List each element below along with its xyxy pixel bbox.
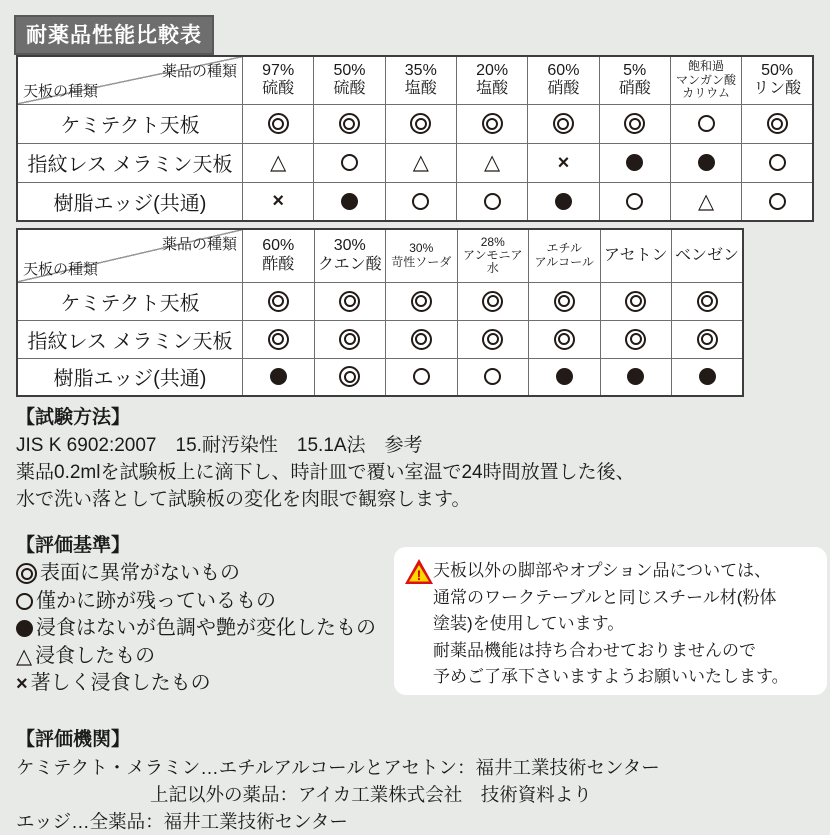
result-cell [457, 320, 529, 358]
result-cell [529, 282, 601, 320]
symbol-filled-circle [627, 368, 644, 385]
symbol-double-circle [554, 291, 575, 312]
symbol-circle [769, 193, 786, 210]
symbol-double-circle [339, 329, 360, 350]
symbol-double-circle [410, 113, 431, 134]
result-cell [672, 358, 744, 396]
table-row [17, 182, 813, 221]
corner-cell [17, 56, 243, 104]
row-label: 樹脂エッジ(共通) [17, 358, 243, 396]
result-cell [385, 104, 456, 143]
symbol-triangle: △ [697, 189, 715, 213]
table-row [17, 282, 743, 320]
result-cell [243, 182, 314, 221]
criteria-item [16, 588, 376, 616]
result-cell [600, 320, 672, 358]
symbol-filled-circle [270, 368, 287, 385]
symbol-double-circle [767, 113, 788, 134]
criteria-item [16, 643, 376, 671]
column-header-line: 28% [480, 234, 505, 249]
column-header-line: 30% [409, 241, 434, 256]
chemical-resistance-table-acids [16, 55, 814, 222]
organizations-section [16, 726, 660, 835]
symbol-double-circle [339, 113, 360, 134]
column-header [742, 56, 813, 104]
result-cell [529, 358, 601, 396]
result-cell [670, 104, 741, 143]
row-label: ケミテクト天板 [17, 104, 243, 143]
symbol-double-circle [554, 329, 575, 350]
result-cell [600, 358, 672, 396]
symbol-circle [484, 368, 501, 385]
corner-label-top-type: 天板の種類 [23, 82, 99, 100]
symbol-cross: × [16, 672, 28, 695]
symbol-filled-circle [698, 154, 715, 171]
column-header [529, 229, 601, 282]
result-cell [742, 182, 813, 221]
result-cell [386, 358, 458, 396]
column-header-line: 水 [486, 261, 499, 276]
organizations-heading: 【評価機関】 [16, 729, 131, 750]
symbol-circle [626, 193, 643, 210]
test-method-text [16, 432, 635, 513]
symbol-double-circle [625, 291, 646, 312]
symbol-double-circle [268, 291, 289, 312]
column-header-line: リン酸 [753, 80, 802, 98]
column-header-line: 硫酸 [262, 80, 295, 98]
criteria-text: 僅かに跡が残っているもの [36, 589, 276, 612]
result-cell [314, 143, 385, 182]
result-cell [314, 182, 385, 221]
column-header-line: アンモニア [462, 248, 523, 263]
symbol-double-circle [339, 291, 360, 312]
symbol-filled-circle [555, 193, 572, 210]
table-header-row [17, 56, 813, 104]
symbol-double-circle [624, 113, 645, 134]
notice-line: 通常のワークテーブルと同じスチール材(粉体 [433, 587, 777, 607]
result-cell [243, 143, 314, 182]
symbol-triangle: △ [412, 151, 429, 174]
column-header-line: 塩酸 [476, 80, 509, 98]
row-label: 指紋レス メラミン天板 [17, 320, 243, 358]
notice-line: 予めご了承下さいますようお願いいたします。 [433, 667, 789, 686]
symbol-double-circle [16, 563, 37, 584]
row-label: ケミテクト天板 [17, 282, 243, 320]
column-header-line: 30% [333, 237, 366, 255]
result-cell [672, 320, 744, 358]
result-cell [243, 282, 315, 320]
notice-line: 天板以外の脚部やオプション品については、 [433, 561, 772, 580]
organization-line: 上記以外の薬品：アイカ工業株式会社 技術資料より [150, 784, 592, 805]
symbol-double-circle [411, 329, 432, 350]
chemical-resistance-table-solvents [16, 228, 744, 397]
column-header-line: カリウム [682, 85, 730, 100]
criteria-item [16, 615, 376, 643]
result-cell [243, 320, 315, 358]
notice-text [433, 558, 819, 691]
column-header-line: エチル [546, 241, 582, 256]
symbol-double-circle [697, 291, 718, 312]
corner-label-chemical-type: 薬品の種類 [161, 63, 237, 80]
column-header [385, 56, 456, 104]
result-cell [386, 320, 458, 358]
result-cell [599, 182, 670, 221]
result-cell [599, 143, 670, 182]
column-header [456, 56, 527, 104]
result-cell [670, 143, 741, 182]
column-header-line: アセトン [603, 246, 668, 264]
test-method-line: 水で洗い落として試験板の変化を肉眼で観察します。 [16, 489, 471, 510]
column-header-line: 50% [761, 61, 794, 79]
criteria-list [16, 560, 376, 698]
symbol-filled-circle [556, 368, 573, 385]
result-cell [599, 104, 670, 143]
result-cell [672, 282, 744, 320]
column-header [672, 229, 744, 282]
test-method-line: JIS K 6902:2007 15.耐汚染性 15.1A法 参考 [16, 435, 423, 456]
criteria-text: 表面に異常がないもの [40, 562, 240, 584]
symbol-triangle: △ [484, 151, 501, 174]
column-header-line: 35% [404, 61, 437, 79]
table-row [17, 104, 813, 143]
symbol-filled-circle [626, 154, 643, 171]
result-cell [456, 104, 527, 143]
notice-line: 塗装)を使用しています。 [433, 614, 625, 633]
result-cell [742, 104, 813, 143]
row-label: 指紋レス メラミン天板 [17, 143, 243, 182]
criteria-heading: 【評価基準】 [16, 535, 131, 556]
result-cell [385, 182, 456, 221]
symbol-cross: × [557, 151, 570, 174]
column-header-line: 5% [623, 61, 647, 79]
symbol-circle [484, 193, 501, 210]
symbol-filled-circle [699, 368, 716, 385]
criteria-text: 浸食したもの [35, 644, 156, 667]
row-label: 樹脂エッジ(共通) [17, 182, 243, 221]
result-cell [457, 282, 529, 320]
test-method-line: 薬品0.2mlを試験板上に滴下し、時計皿で覆い室温で24時間放置した後、 [16, 462, 635, 483]
symbol-circle [769, 154, 786, 171]
symbol-filled-circle [16, 620, 33, 637]
result-cell [528, 104, 599, 143]
column-header-line: 飽和過 [688, 59, 725, 74]
column-header-line: 60% [547, 61, 580, 79]
result-cell [456, 182, 527, 221]
symbol-double-circle [268, 329, 289, 350]
result-cell [314, 358, 386, 396]
column-header [314, 56, 385, 104]
column-header-line: マンガン酸 [676, 72, 737, 87]
result-cell [385, 143, 456, 182]
column-header [670, 56, 741, 104]
column-header-line: 硝酸 [618, 80, 651, 98]
table-header-row [17, 229, 743, 282]
result-cell [529, 320, 601, 358]
result-cell [314, 282, 386, 320]
symbol-double-circle [697, 329, 718, 350]
result-cell [528, 143, 599, 182]
symbol-circle [413, 368, 430, 385]
column-header-line: 50% [333, 61, 366, 79]
symbol-double-circle [339, 366, 360, 387]
column-header [600, 229, 672, 282]
result-cell [386, 282, 458, 320]
criteria-text: 浸食はないが色調や艶が変化したもの [36, 617, 376, 639]
criteria-item [16, 670, 376, 698]
result-cell [742, 143, 813, 182]
symbol-double-circle [482, 113, 503, 134]
symbol-double-circle [553, 113, 574, 134]
column-header [314, 229, 386, 282]
symbol-triangle: △ [270, 151, 287, 174]
symbol-circle [698, 115, 715, 132]
symbol-double-circle [482, 291, 503, 312]
corner-label-top-type: 天板の種類 [23, 260, 99, 278]
column-header [386, 229, 458, 282]
column-header-line: ベンゼン [674, 246, 739, 264]
column-header-line: 97% [262, 61, 295, 79]
result-cell [314, 320, 386, 358]
column-header [243, 229, 315, 282]
result-cell [314, 104, 385, 143]
result-cell [243, 358, 315, 396]
notice-line: 耐薬品機能は持ち合わせておりませんので [433, 640, 756, 660]
column-header-line: 塩酸 [404, 80, 437, 98]
symbol-double-circle [411, 291, 432, 312]
column-header [457, 229, 529, 282]
column-header-line: クエン酸 [317, 255, 382, 273]
symbol-double-circle [625, 329, 646, 350]
column-header-line: 酢酸 [262, 255, 295, 273]
notice-box [394, 547, 827, 695]
symbol-circle [412, 193, 429, 210]
result-cell [457, 358, 529, 396]
organization-line: ケミテクト・メラミン…エチルアルコールとアセトン：福井工業技術センター [16, 757, 660, 778]
column-header [599, 56, 670, 104]
column-header-line: 60% [262, 237, 295, 255]
column-header [528, 56, 599, 104]
corner-cell [17, 229, 243, 282]
symbol-double-circle [482, 329, 503, 350]
column-header-line: 硫酸 [333, 80, 366, 98]
symbol-double-circle [268, 113, 289, 134]
page-title-badge: 耐薬品性能比較表 [14, 15, 214, 55]
table-row [17, 143, 813, 182]
column-header-line: 苛性ソーダ [391, 254, 452, 269]
symbol-triangle: △ [16, 644, 33, 668]
column-header-line: アルコール [534, 254, 594, 269]
result-cell [600, 282, 672, 320]
result-cell [528, 182, 599, 221]
result-cell [456, 143, 527, 182]
organizations-lines [16, 754, 660, 835]
warning-triangle-icon [405, 559, 433, 584]
criteria-text: 著しく浸食したもの [30, 672, 211, 694]
column-header-line: 硝酸 [547, 80, 580, 98]
result-cell [243, 104, 314, 143]
symbol-filled-circle [341, 193, 358, 210]
symbol-cross: × [272, 190, 284, 213]
result-cell [670, 182, 741, 221]
criteria-item [16, 560, 376, 588]
organization-line: エッジ…全薬品：福井工業技術センター [16, 811, 348, 832]
symbol-circle [341, 154, 358, 171]
corner-label-chemical-type: 薬品の種類 [161, 236, 237, 253]
test-method-section [16, 404, 635, 513]
column-header-line: 20% [476, 61, 509, 79]
criteria-section [16, 532, 376, 698]
table-row [17, 320, 743, 358]
column-header [243, 56, 314, 104]
table-row [17, 358, 743, 396]
test-method-heading: 【試験方法】 [16, 407, 131, 428]
symbol-circle [16, 593, 33, 610]
